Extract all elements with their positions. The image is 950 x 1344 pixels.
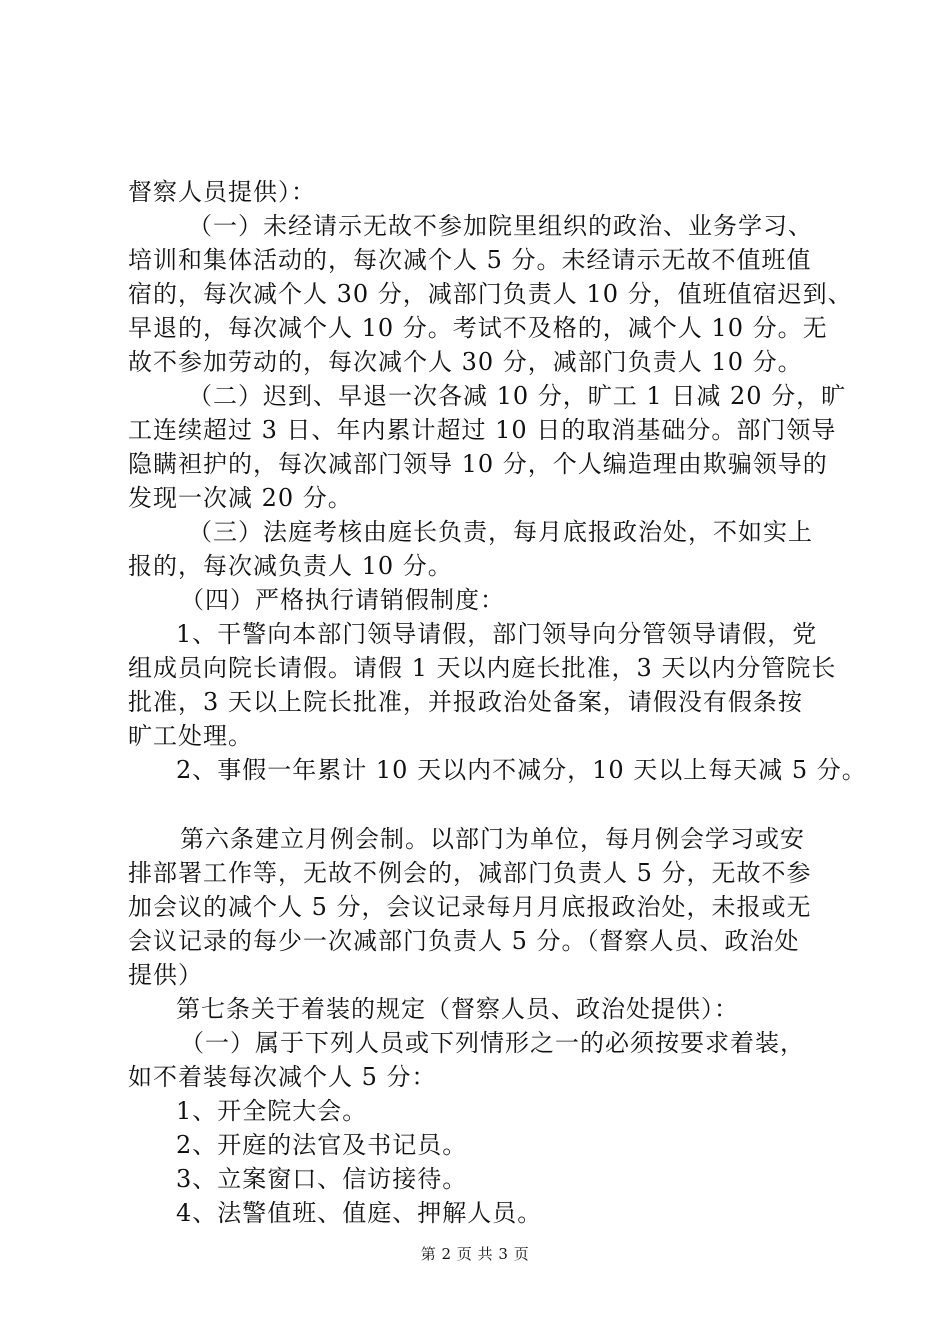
text-line: 隐瞒袒护的，每次减部门领导 10 分，个人编造理由欺骗领导的 [128, 450, 828, 478]
text-line: 4、法警值班、值庭、押解人员。 [176, 1199, 543, 1227]
text-line: 如不着装每次减个人 5 分： [128, 1063, 437, 1091]
text-line: 批准，3 天以上院长批准，并报政治处备案，请假没有假条按 [128, 688, 803, 716]
text-line: 第六条建立月例会制。以部门为单位，每月例会学习或安 [180, 825, 805, 853]
text-line: 3、立案窗口、信访接待。 [176, 1165, 468, 1193]
text-line: 第七条关于着装的规定（督察人员、政治处提供）： [176, 995, 739, 1023]
text-line: 宿的，每次减个人 30 分，减部门负责人 10 分，值班值宿迟到、 [128, 280, 853, 308]
text-line: 故不参加劳动的，每次减个人 30 分，减部门负责人 10 分。 [128, 348, 803, 376]
text-line: 1、开全院大会。 [176, 1097, 368, 1125]
text-line: 加会议的减个人 5 分，会议记录每月月底报政治处，未报或无 [128, 893, 812, 921]
text-line: （二）迟到、早退一次各减 10 分，旷工 1 日减 20 分，旷 [188, 382, 847, 410]
text-line: （四）严格执行请销假制度： [180, 586, 505, 614]
text-line: 培训和集体活动的，每次减个人 5 分。未经请示无故不值班值 [128, 246, 812, 274]
text-line: 工连续超过 3 日、年内累计超过 10 日的取消基础分。部门领导 [128, 416, 837, 444]
text-line: 组成员向院长请假。请假 1 天以内庭长批准，3 天以内分管院长 [128, 654, 837, 682]
text-line: 排部署工作等，无故不例会的，减部门负责人 5 分，无故不参 [128, 859, 812, 887]
text-line: 2、开庭的法官及书记员。 [176, 1131, 468, 1159]
text-line: 会议记录的每少一次减部门负责人 5 分。（督察人员、政治处 [128, 927, 800, 955]
text-line: （三）法庭考核由庭长负责，每月底报政治处，不如实上 [188, 518, 813, 546]
text-line: 督察人员提供）： [128, 178, 316, 206]
text-line: （一）属于下列人员或下列情形之一的必须按要求着装， [180, 1029, 805, 1057]
text-line: 2、事假一年累计 10 天以内不减分，10 天以上每天减 5 分。 [176, 756, 867, 784]
page-number-footer: 第 2 页 共 3 页 [420, 1245, 530, 1263]
text-line: 发现一次减 20 分。 [128, 484, 353, 512]
text-line: 提供） [128, 961, 203, 989]
text-line: 报的，每次减负责人 10 分。 [128, 552, 453, 580]
text-line: 1、干警向本部门领导请假，部门领导向分管领导请假，党 [176, 620, 818, 648]
text-line: 旷工处理。 [128, 722, 253, 750]
text-line: 早退的，每次减个人 10 分。考试不及格的，减个人 10 分。无 [128, 314, 828, 342]
text-line: （一）未经请示无故不参加院里组织的政治、业务学习、 [188, 212, 813, 240]
